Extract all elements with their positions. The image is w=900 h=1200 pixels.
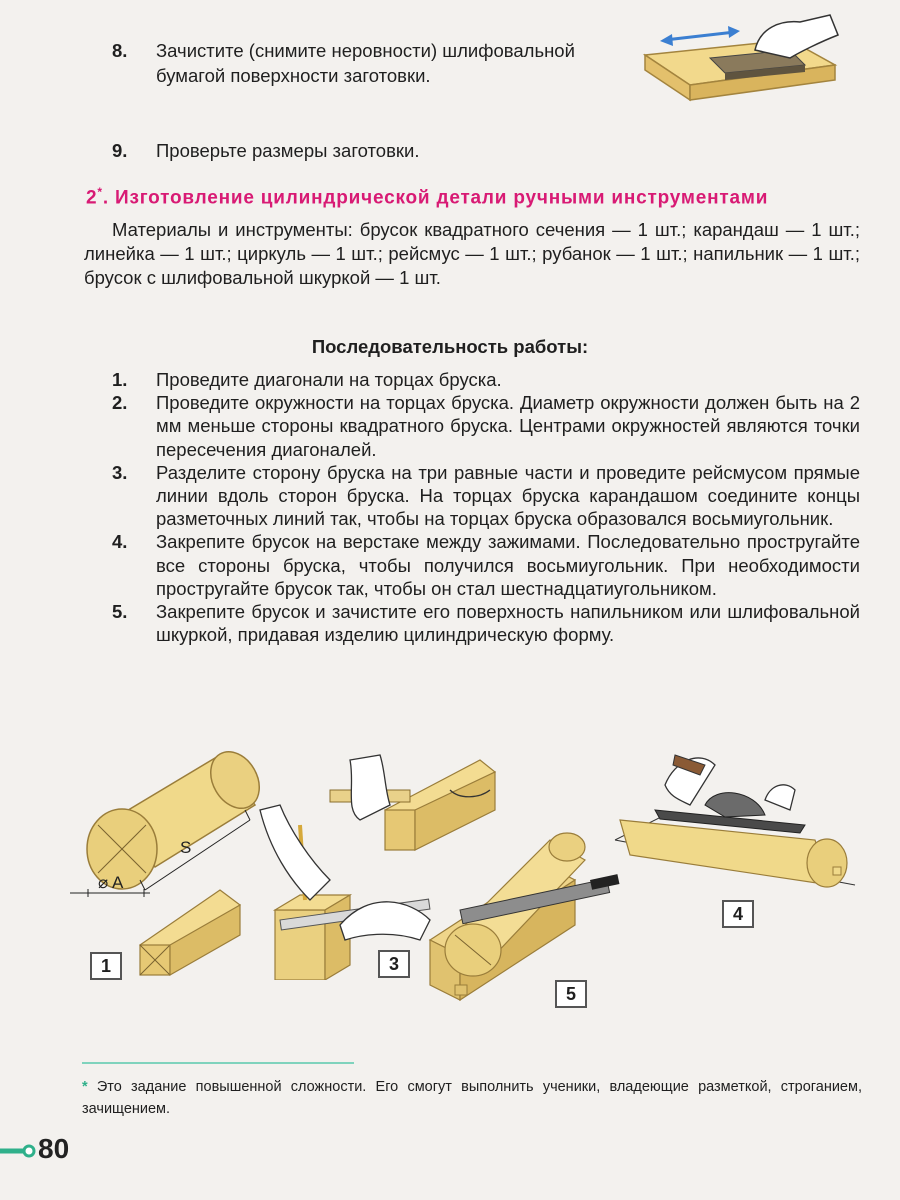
step-3: [112, 461, 860, 531]
step-number: 8.: [112, 40, 128, 61]
steps-top-list: [112, 38, 632, 163]
step-number: 3.: [112, 461, 128, 483]
task-star: *: [97, 185, 103, 199]
step-number: 9.: [112, 140, 128, 161]
step-text: Разделите сторону бруска на три равные части и проведите рейсмусом прямые линии вдоль сторон бруска. На торцах бруска карандашом соедините концы разметочных линий так, чтобы на торцах бруска образовался восьмиугольник.: [156, 461, 860, 530]
step-4: [112, 530, 860, 600]
step-text: Проверьте размеры заготовки.: [156, 140, 420, 161]
materials-paragraph: Материалы и инструменты: брусок квадратного сечения — 1 шт.; карандаш — 1 шт.; линейка — 1 шт.; циркуль — 1 шт.; рейсмус — 1 шт.; рубанок — 1 шт.; напильник — 1 шт.; брусок с шлифовальной шкуркой — 1 шт.: [84, 219, 860, 288]
step-8: [112, 38, 632, 88]
step-text: Закрепите брусок и зачистите его поверхность напильником или шлифовальной шкуркой, придавая изделию цилиндрическую форму.: [156, 601, 860, 646]
figure-label-1: 1: [90, 952, 122, 980]
step-number: 2.: [112, 392, 128, 414]
step-text: Проведите диагонали на торцах бруска.: [156, 369, 502, 390]
step-5: [112, 600, 860, 646]
footnote-text: Это задание повышенной сложности. Его смогут выполнить ученики, владеющие разметкой, строганием, зачищением.: [82, 1079, 862, 1117]
figure-label-5: 5: [555, 980, 587, 1008]
page-number-marker-icon: [0, 1140, 36, 1162]
dimension-s-label: S: [180, 838, 192, 857]
page-number: 80: [38, 1133, 70, 1164]
footnote-star: *: [82, 1079, 88, 1095]
task-number: 2: [86, 187, 98, 209]
step-text: Зачистите (снимите неровности) шлифовальной бумагой поверхности заготовки.: [156, 40, 575, 86]
step-text: Закрепите брусок на верстаке между зажимами. Последовательно простругайте все стороны бруска, чтобы получился восьмиугольник. При необходимости простругайте брусок так, чтобы он стал шестнадцатиугольником.: [156, 531, 860, 599]
footnote-divider: [82, 1062, 354, 1064]
steps-main-list: [112, 368, 860, 646]
dimension-a-label: ⌀ A: [98, 873, 124, 892]
figure-4-illustration: [605, 745, 860, 905]
sequence-heading: Последовательность работы:: [311, 336, 589, 357]
step-number: 1.: [112, 369, 128, 390]
step-number: 5.: [112, 601, 128, 623]
figure-label-3: 3: [378, 950, 410, 978]
step-2: [112, 391, 860, 461]
step-9: [112, 138, 632, 163]
sanding-illustration: [640, 10, 840, 110]
step-number: 4.: [112, 531, 128, 553]
figure-5-illustration: [425, 825, 625, 1010]
task-heading: [86, 185, 866, 209]
figure-label-4: 4: [722, 900, 754, 928]
step-1: [112, 368, 860, 391]
task-title-text: . Изготовление цилиндрической детали ручными инструментами: [102, 187, 769, 209]
footnote: [82, 1076, 862, 1120]
step-text: Проведите окружности на торцах бруска. Диаметр окружности должен быть на 2 мм меньше стороны квадратного бруска. Центрами окружностей являются точки пересечения диагоналей.: [156, 392, 860, 460]
